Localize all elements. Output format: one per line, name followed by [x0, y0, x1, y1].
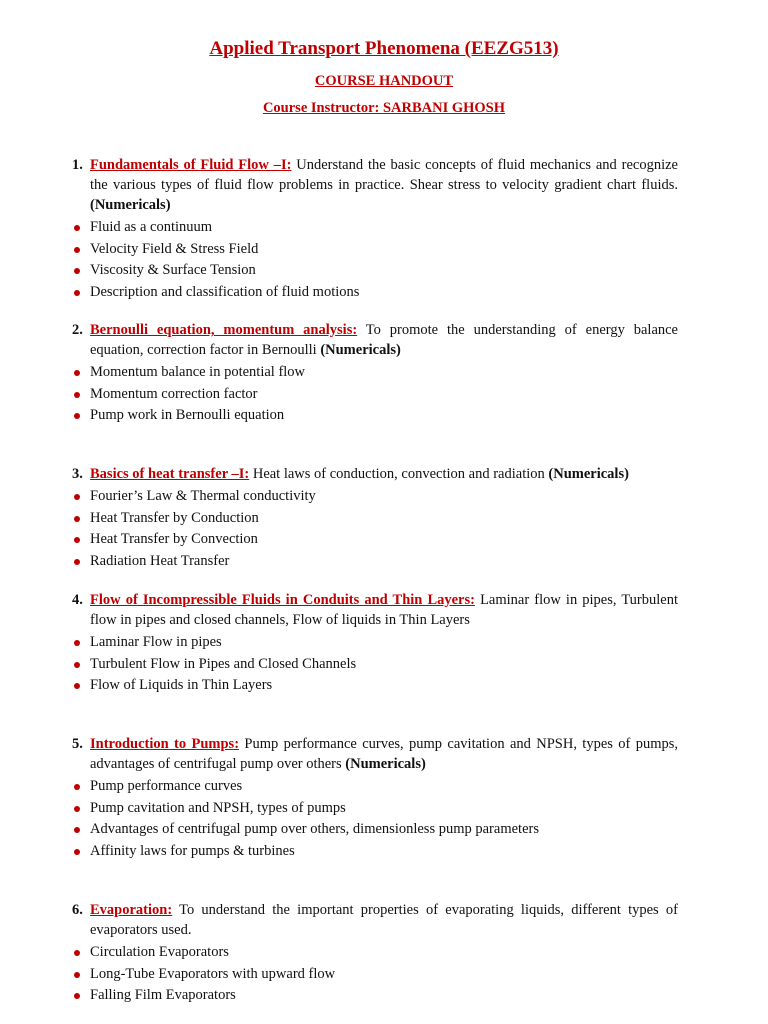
- section-number: 4.: [72, 592, 83, 608]
- document-subtitle: COURSE HANDOUT: [314, 73, 454, 89]
- list-item: Radiation Heat Transfer: [72, 551, 678, 573]
- numericals-note: (Numericals): [320, 342, 401, 358]
- list-item: Fluid as a continuum: [72, 217, 678, 239]
- section-number: 3.: [72, 466, 83, 482]
- list-item: Pump work in Bernoulli equation: [72, 405, 678, 427]
- document-title: Applied Transport Phenomena (EEZG513): [209, 38, 559, 59]
- section-description: Heat laws of conduction, convection and radiation: [249, 466, 549, 482]
- list-item: Viscosity & Surface Tension: [72, 260, 678, 282]
- list-item: Circulation Evaporators: [72, 942, 678, 964]
- section-description: Understand the basic concepts of fluid mechanics and recognize the various types of fluid flow problems in practice. Shear stress to velocity gradient chart fluids.: [90, 157, 678, 193]
- section-number: 6.: [72, 902, 83, 918]
- section-description: To promote the understanding of energy balance equation, correction factor in Bernoulli: [90, 322, 678, 358]
- topic-list: [72, 362, 678, 427]
- numericals-note: (Numericals): [90, 197, 171, 213]
- list-item: Falling Film Evaporators: [72, 985, 678, 1007]
- section-4-paragraph: [72, 590, 678, 630]
- section-topic: Flow of Incompressible Fluids in Conduits and Thin Layers:: [90, 592, 475, 608]
- list-item: Heat Transfer by Conduction: [72, 508, 678, 530]
- list-item: Description and classification of fluid motions: [72, 282, 678, 304]
- section-topic: Bernoulli equation, momentum analysis:: [90, 322, 358, 338]
- topic-list: [72, 632, 678, 697]
- topic-list: [72, 942, 678, 1007]
- section-5-paragraph: [72, 734, 678, 774]
- list-item: Fourier’s Law & Thermal conductivity: [72, 486, 678, 508]
- section-6-paragraph: [72, 900, 678, 940]
- list-item: Flow of Liquids in Thin Layers: [72, 675, 678, 697]
- section-description: Laminar flow in pipes, Turbulent flow in pipes and closed channels, Flow of liquids in Thin Layers: [90, 592, 678, 628]
- list-item: Pump cavitation and NPSH, types of pumps: [72, 798, 678, 820]
- list-item: Heat Transfer by Convection: [72, 529, 678, 551]
- section-5: [72, 734, 678, 862]
- section-description: To understand the important properties of evaporating liquids, different types of evaporators used.: [90, 902, 678, 938]
- numericals-note: (Numericals): [548, 466, 629, 482]
- section-4: [72, 590, 678, 697]
- section-1-paragraph: [72, 155, 678, 215]
- topic-list: [72, 776, 678, 862]
- list-item: Momentum correction factor: [72, 384, 678, 406]
- section-description: Pump performance curves, pump cavitation and NPSH, types of pumps, advantages of centrifugal pump over others: [90, 736, 678, 772]
- list-item: Velocity Field & Stress Field: [72, 239, 678, 261]
- section-number: 2.: [72, 322, 83, 338]
- list-item: Advantages of centrifugal pump over others, dimensionless pump parameters: [72, 819, 678, 841]
- topic-list: [72, 486, 678, 572]
- section-2: [72, 320, 678, 427]
- list-item: Laminar Flow in pipes: [72, 632, 678, 654]
- list-item: Momentum balance in potential flow: [72, 362, 678, 384]
- section-number: 5.: [72, 736, 83, 752]
- section-topic: Introduction to Pumps:: [90, 736, 240, 752]
- section-3: [72, 464, 678, 572]
- list-item: Affinity laws for pumps & turbines: [72, 841, 678, 863]
- numericals-note: (Numericals): [345, 756, 426, 772]
- list-item: Long-Tube Evaporators with upward flow: [72, 964, 678, 986]
- section-topic: Evaporation:: [90, 902, 173, 918]
- section-topic: Fundamentals of Fluid Flow –I:: [90, 157, 292, 173]
- section-3-paragraph: [72, 464, 678, 484]
- section-2-paragraph: [72, 320, 678, 360]
- topic-list: [72, 217, 678, 303]
- section-topic: Basics of heat transfer –I:: [90, 466, 250, 482]
- course-instructor: Course Instructor: SARBANI GHOSH: [262, 100, 506, 116]
- section-6: [72, 900, 678, 1007]
- section-1: [72, 155, 678, 303]
- section-number: 1.: [72, 157, 83, 173]
- list-item: Pump performance curves: [72, 776, 678, 798]
- list-item: Turbulent Flow in Pipes and Closed Channels: [72, 654, 678, 676]
